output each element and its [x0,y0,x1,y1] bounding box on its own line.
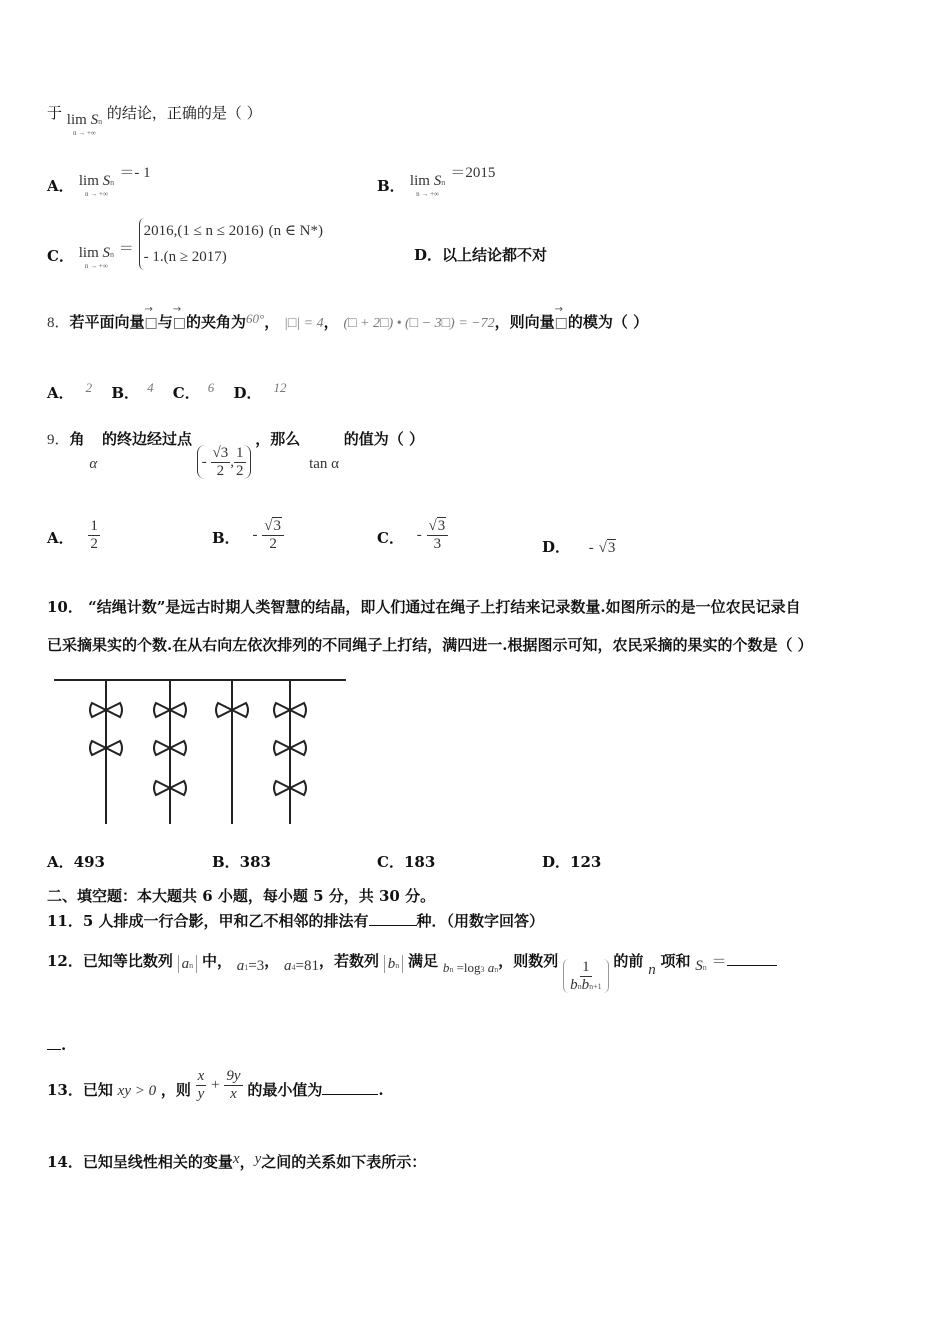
q10-line2: 已采摘果实的个数.在从右向左依次排列的不同绳子上打结，满四进一.根据图示可知，农民采摘的果实的个数是（ ） [47,636,813,654]
q9-option-c: C． - $\frac{√3}{3}$ [377,518,448,552]
q7-option-b: B． lim Sn n → +∞ ＝2015 [377,165,496,198]
q7-option-a: A． lim Sn n → +∞ ＝- 1 [47,165,151,198]
q9-option-b: B． - $\frac{√3}{2}$ [212,518,284,552]
q7-option-d: D．以上结论都不对 [414,246,548,264]
q10-option-a: A．493 [47,853,105,871]
vector-a-glyph: → □ [145,315,158,331]
q10-option-d: D．123 [542,853,602,871]
q10-option-b: B．383 [212,853,271,871]
q12-blank-continuation: . [47,1036,66,1054]
q10-line1: 10． “结绳计数”是远古时期人类智慧的结晶，即人们通过在绳子上打结来记录数量.如图所示的是一位农民记录自 [47,598,801,616]
q8-stem: 8．若平面向量→ □与→ □的夹角为60°， |□| = 4， (□ + 2□) • (□ − 3□) = −72，则向量→ □的模为（ ） [47,311,648,333]
q11-answer-blank[interactable] [369,925,417,926]
q13-answer-blank[interactable] [322,1094,378,1095]
q13: 13．已知 xy > 0 ，则 $\frac{x}{y}$ + $\frac{9y}{x}$ 的最小值为 . [47,1068,384,1102]
vector-b-glyph-2: → □ [555,315,568,331]
knot-rope-figure [44,672,354,832]
q8-options: A． 2 B． 4 C． 6 D． 12 [47,380,287,402]
q10-option-c: C．183 [377,853,436,871]
q9-stem: 9．角 α 的终边经过点 - $\frac{√3}{2}$ , $\frac{1}{2}$ ，那么 tan α 的值为（ ） [47,430,425,479]
q9-option-a: A． $\frac{1}{2}$ [47,518,98,552]
vector-b-glyph: → □ [173,315,186,331]
q9-option-d: D． - √3 [542,538,616,556]
q7-option-c: C． lim Sn n → +∞ ＝ 2016,(1 ≤ n ≤ 2016) - 1.(n ≥ 2017) (n ∈ N*) [47,218,323,270]
q12: 12．已知等比数列 an 中， a1=3， a4=81，若数列 bn 满足 bn =log3 an，则数列 $\frac{1}{\text{bnbn+1}}$ 的前 n 项和 Sn ＝ [47,946,777,1002]
q14: 14．已知呈线性相关的变量x，y之间的关系如下表所示： [47,1151,427,1171]
q7-stem: 于 lim Sn n → +∞ 的结论，正确的是（ ） [47,104,262,137]
q11: 11．5 人排成一行合影，甲和乙不相邻的排法有 种．（用数字回答） [47,912,545,930]
q12-answer-blank[interactable] [727,965,777,966]
section-2-heading: 二、填空题：本大题共 6 小题，每小题 5 分，共 30 分。 [47,887,436,905]
